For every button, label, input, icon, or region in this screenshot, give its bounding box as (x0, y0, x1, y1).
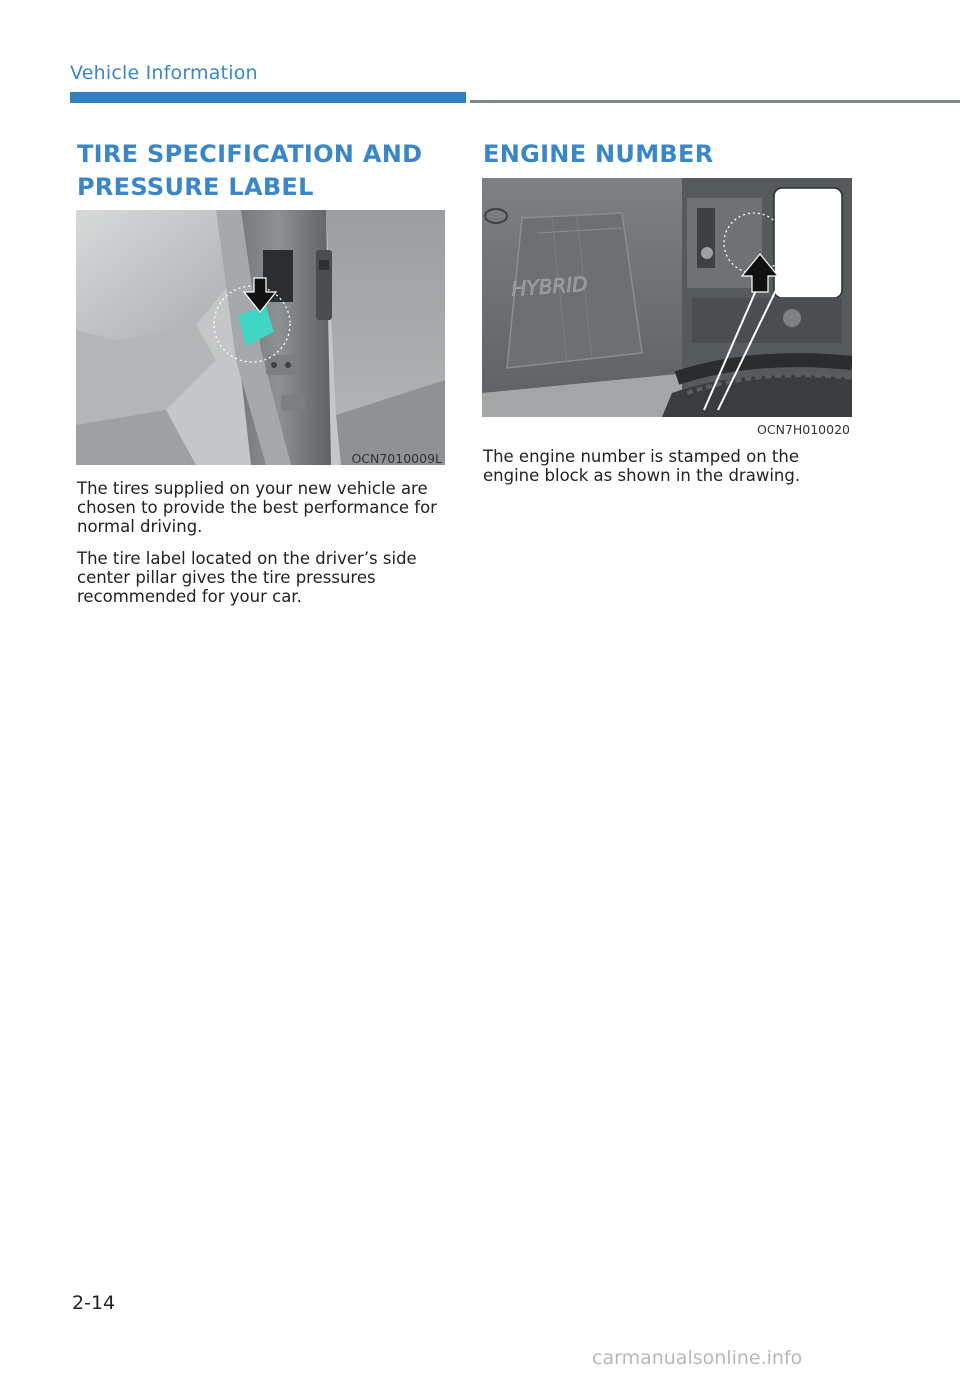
engine-number-heading: ENGINE NUMBER (483, 140, 714, 168)
tire-label-heading-line1: TIRE SPECIFICATION AND (77, 140, 423, 168)
tire-label-illustration (76, 210, 445, 465)
section-title: Vehicle Information (70, 62, 258, 84)
watermark: carmanualsonline.info (592, 1347, 803, 1369)
header-rule-blue (70, 92, 466, 103)
tire-paragraph-2: The tire label located on the driver’s side center pillar gives the tire pressures recommended for your car. (77, 549, 417, 606)
tire-paragraph-1: The tires supplied on your new vehicle are chosen to provide the best performance for normal driving. (77, 479, 437, 536)
tire-figure-code: OCN7010009L (351, 451, 442, 466)
engine-cover-text: HYBRID (510, 271, 589, 301)
tire-label-heading-line2: PRESSURE LABEL (77, 173, 314, 201)
header-rule-grey (470, 100, 960, 103)
tire-label-heading (77, 138, 422, 204)
engine-figure-code: OCN7H010020 (757, 422, 850, 437)
page-number: 2-14 (72, 1292, 116, 1314)
engine-paragraph-1: The engine number is stamped on the engine block as shown in the drawing. (483, 447, 801, 485)
engine-number-illustration (482, 178, 852, 417)
